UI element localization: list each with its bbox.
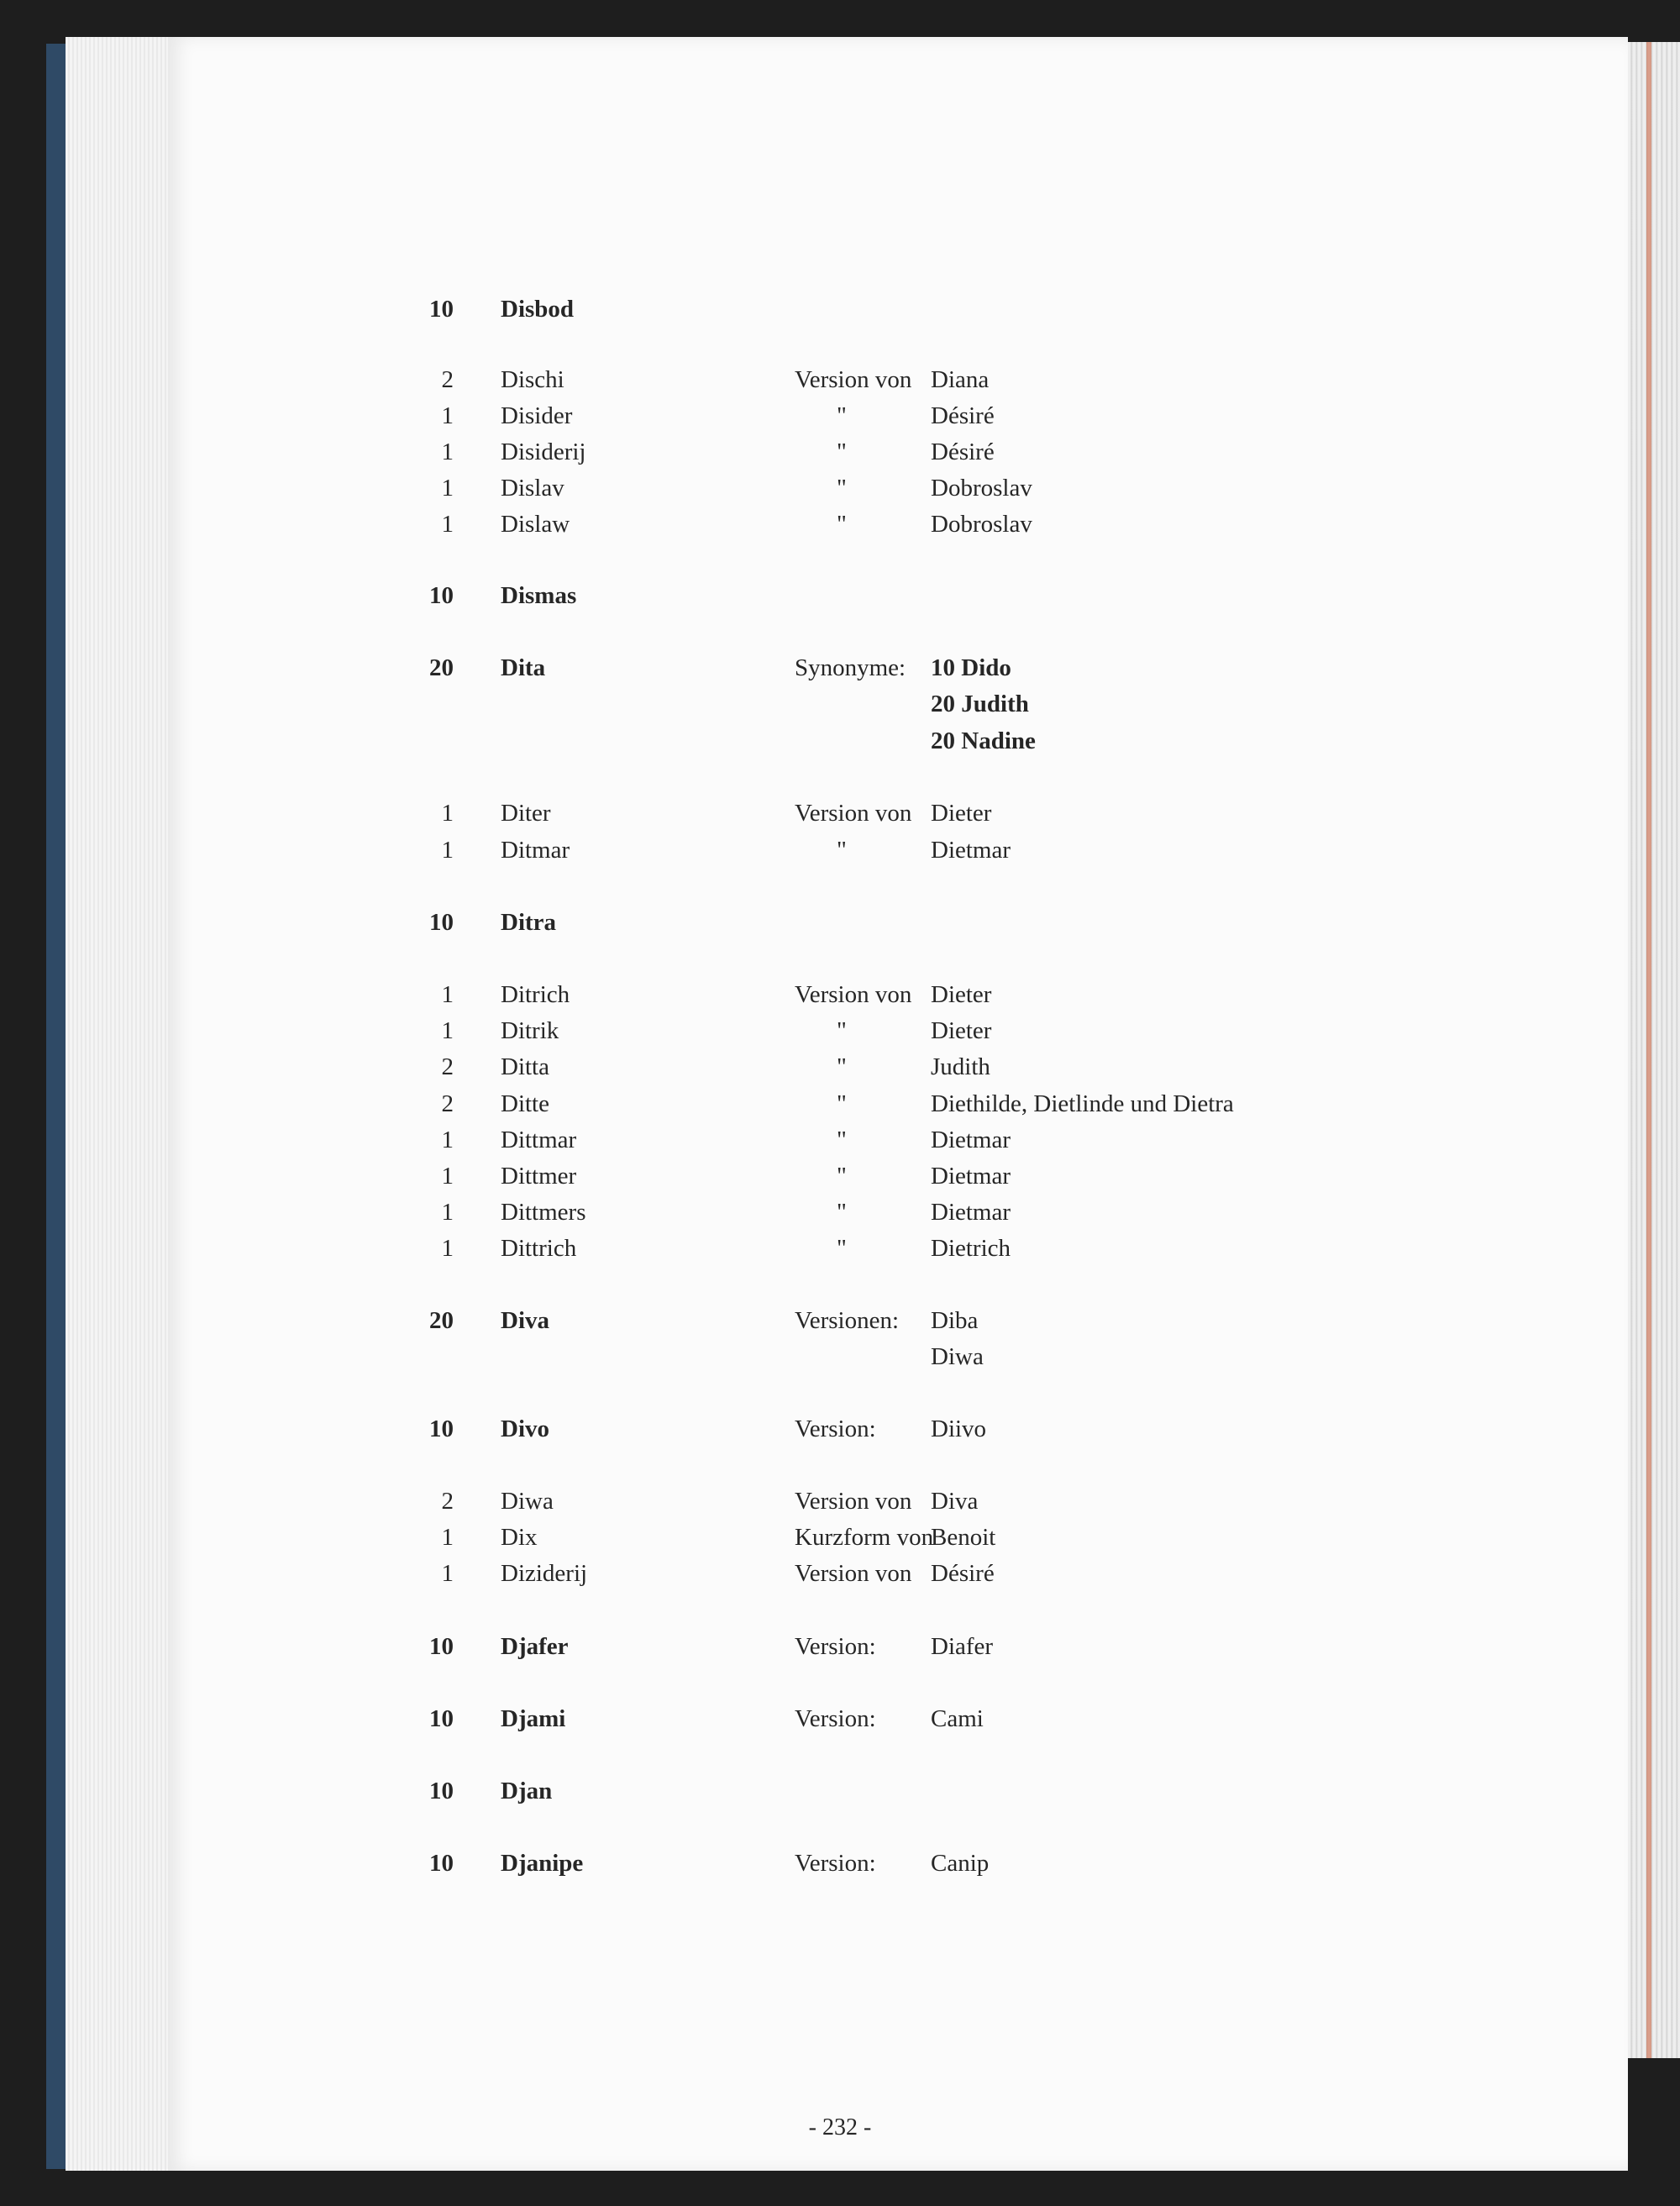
entry-frequency: 1 — [441, 1524, 454, 1551]
entry-reference: Diana — [931, 366, 990, 393]
entry-reference: Dieter — [931, 981, 992, 1008]
entry-reference: Dobroslav — [931, 475, 1032, 502]
entry-reference: Dietmar — [931, 1163, 1011, 1190]
name-entry — [0, 722, 1680, 759]
entry-relation-label: Version von — [795, 981, 912, 1008]
entry-reference: 10 Dido — [931, 654, 1011, 681]
name-entry — [0, 1302, 1680, 1339]
entry-frequency: 1 — [441, 981, 454, 1008]
entry-relation-label: Version von — [795, 1560, 912, 1587]
entry-frequency: 10 — [429, 1416, 454, 1442]
entry-name: Dittmar — [501, 1127, 577, 1153]
entry-reference: Dieter — [931, 1017, 992, 1044]
name-entry — [0, 1773, 1680, 1809]
entry-frequency: 1 — [441, 511, 454, 538]
entry-frequency: 20 — [429, 654, 454, 681]
entry-name: Dislaw — [501, 511, 570, 538]
entry-relation-label: Kurzform von — [795, 1524, 934, 1551]
entry-frequency: 10 — [429, 1778, 454, 1804]
entry-ditto-mark: " — [837, 1090, 847, 1117]
name-entry — [0, 1845, 1680, 1882]
entry-relation-label: Version: — [795, 1633, 876, 1660]
entry-ditto-mark: " — [837, 837, 847, 864]
entry-frequency: 1 — [441, 1199, 454, 1226]
entry-reference: Diwa — [931, 1343, 984, 1370]
name-entry — [0, 577, 1680, 614]
entry-reference: Dietrich — [931, 1235, 1011, 1262]
name-entry — [0, 361, 1680, 398]
entry-name: Disbod — [501, 296, 575, 323]
name-entry — [0, 832, 1680, 869]
entry-relation-label: Version von — [795, 366, 912, 393]
name-entry — [0, 470, 1680, 507]
entry-frequency: 1 — [441, 439, 454, 465]
name-entry — [0, 1158, 1680, 1195]
entry-ditto-mark: " — [837, 402, 847, 429]
name-entry — [0, 795, 1680, 832]
entry-name: Ditte — [501, 1090, 549, 1117]
entry-reference: Dietmar — [931, 837, 1011, 864]
entry-reference: Benoit — [931, 1524, 996, 1551]
entry-reference: Dobroslav — [931, 511, 1032, 538]
entry-reference: Diba — [931, 1307, 979, 1334]
entry-frequency: 2 — [441, 1090, 454, 1117]
entry-relation-label: Versionen: — [795, 1307, 900, 1334]
entry-frequency: 2 — [441, 1488, 454, 1515]
entry-name: Diva — [501, 1307, 549, 1334]
entry-reference: Diethilde, Dietlinde und Dietra — [931, 1090, 1234, 1117]
name-entry — [0, 1230, 1680, 1267]
entry-relation-label: Version: — [795, 1850, 876, 1877]
entry-reference: Dietmar — [931, 1127, 1011, 1153]
entry-frequency: 10 — [429, 296, 454, 323]
entry-frequency: 20 — [429, 1307, 454, 1334]
entry-reference: 20 Judith — [931, 691, 1029, 717]
entry-name: Dismas — [501, 582, 577, 609]
entry-relation-label: Version: — [795, 1416, 876, 1442]
name-entry — [0, 1085, 1680, 1122]
entry-frequency: 10 — [429, 909, 454, 936]
name-entry — [0, 1519, 1680, 1556]
entry-name: Diwa — [501, 1488, 554, 1515]
entry-name: Divo — [501, 1416, 549, 1442]
entry-reference: Dieter — [931, 800, 992, 827]
entry-ditto-mark: " — [837, 1163, 847, 1190]
entry-ditto-mark: " — [837, 475, 847, 502]
entry-ditto-mark: " — [837, 1199, 847, 1226]
entry-frequency: 1 — [441, 1560, 454, 1587]
entry-reference: Diivo — [931, 1416, 987, 1442]
name-entry — [0, 1194, 1680, 1231]
entry-name: Ditmar — [501, 837, 570, 864]
entry-ditto-mark: " — [837, 439, 847, 465]
name-entry — [0, 1338, 1680, 1375]
entry-reference: Canip — [931, 1850, 990, 1877]
entry-name: Ditrich — [501, 981, 570, 1008]
entry-ditto-mark: " — [837, 1017, 847, 1044]
entry-ditto-mark: " — [837, 1053, 847, 1080]
entry-reference: Dietmar — [931, 1199, 1011, 1226]
name-entry — [0, 506, 1680, 543]
entry-frequency: 10 — [429, 1850, 454, 1877]
entry-reference: Désiré — [931, 402, 995, 429]
name-entry — [0, 1555, 1680, 1592]
entry-relation-label: Synonyme: — [795, 654, 906, 681]
entry-reference: 20 Nadine — [931, 727, 1036, 754]
name-entry — [0, 1700, 1680, 1737]
entry-reference: Judith — [931, 1053, 990, 1080]
name-entry — [0, 1121, 1680, 1158]
entry-name: Dittmers — [501, 1199, 586, 1226]
entry-frequency: 10 — [429, 1705, 454, 1732]
name-entry — [0, 1483, 1680, 1520]
entry-frequency: 1 — [441, 402, 454, 429]
page-number: - 232 - — [808, 2114, 872, 2140]
entry-frequency: 1 — [441, 1127, 454, 1153]
entry-name: Ditta — [501, 1053, 549, 1080]
entry-ditto-mark: " — [837, 1235, 847, 1262]
entry-reference: Diva — [931, 1488, 979, 1515]
entry-name: Ditrik — [501, 1017, 559, 1044]
name-entry — [0, 976, 1680, 1013]
entry-frequency: 1 — [441, 800, 454, 827]
entry-name: Dittrich — [501, 1235, 577, 1262]
name-entry — [0, 904, 1680, 941]
entry-name: Dittmer — [501, 1163, 577, 1190]
entry-frequency: 1 — [441, 1017, 454, 1044]
entry-name: Diter — [501, 800, 551, 827]
entry-reference: Désiré — [931, 439, 995, 465]
entry-name: Disider — [501, 402, 573, 429]
entry-name: Djafer — [501, 1633, 569, 1660]
entry-name: Djami — [501, 1705, 566, 1732]
entry-frequency: 1 — [441, 1163, 454, 1190]
entry-frequency: 1 — [441, 837, 454, 864]
name-entry — [0, 685, 1680, 722]
entry-name: Diziderij — [501, 1560, 588, 1587]
name-entry — [0, 649, 1680, 686]
entry-name: Djanipe — [501, 1850, 584, 1877]
entry-reference: Diafer — [931, 1633, 994, 1660]
entry-frequency: 2 — [441, 1053, 454, 1080]
entry-name: Djan — [501, 1778, 553, 1804]
name-entry — [0, 291, 1680, 328]
name-entry — [0, 1048, 1680, 1085]
name-entry — [0, 1012, 1680, 1049]
entry-ditto-mark: " — [837, 1127, 847, 1153]
entry-reference: Désiré — [931, 1560, 995, 1587]
name-entry — [0, 1410, 1680, 1447]
name-entry — [0, 433, 1680, 470]
entry-name: Dischi — [501, 366, 564, 393]
entry-name: Disiderij — [501, 439, 586, 465]
entry-frequency: 10 — [429, 582, 454, 609]
name-entry — [0, 1628, 1680, 1665]
entry-name: Dislav — [501, 475, 564, 502]
entry-frequency: 10 — [429, 1633, 454, 1660]
entry-ditto-mark: " — [837, 511, 847, 538]
entry-name: Dita — [501, 654, 546, 681]
entry-name: Ditra — [501, 909, 557, 936]
name-entry — [0, 397, 1680, 434]
entry-relation-label: Version von — [795, 800, 912, 827]
entry-relation-label: Version von — [795, 1488, 912, 1515]
entry-frequency: 2 — [441, 366, 454, 393]
entry-frequency: 1 — [441, 1235, 454, 1262]
entry-frequency: 1 — [441, 475, 454, 502]
entry-name: Dix — [501, 1524, 538, 1551]
entry-reference: Cami — [931, 1705, 984, 1732]
entry-relation-label: Version: — [795, 1705, 876, 1732]
